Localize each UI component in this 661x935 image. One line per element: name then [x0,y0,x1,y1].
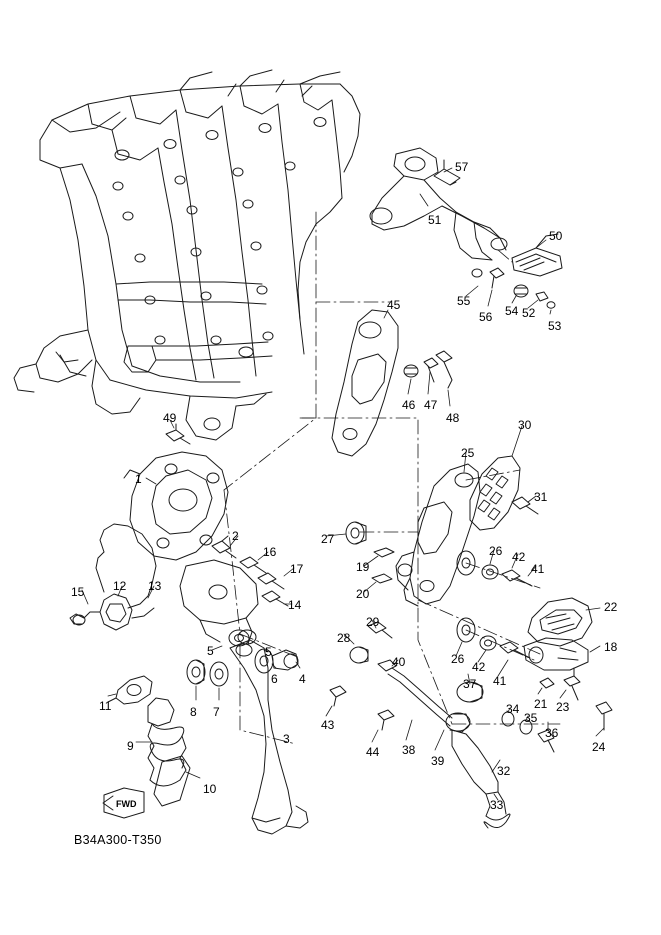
callout-56: 56 [479,310,493,324]
callout-24: 24 [592,740,606,754]
callout-26b: 26 [451,652,465,666]
callout-34: 34 [506,702,520,716]
callout-14: 14 [288,598,302,612]
callout-31: 31 [534,490,548,504]
part-49-bolt [166,424,190,444]
parts-19-20-pins [372,548,394,583]
callout-54: 54 [505,304,519,318]
callout-45: 45 [387,298,401,312]
callout-4: 4 [299,672,306,686]
callout-39: 39 [431,754,445,768]
parts-16-17-bolts [240,557,284,589]
callout-52: 52 [522,306,536,320]
callout-25: 25 [461,446,475,460]
callout-32: 32 [497,764,511,778]
callout-41b: 41 [493,674,507,688]
callout-5a: 5 [207,644,214,658]
callout-20: 20 [356,587,370,601]
parts-4-5-6-pivot [229,630,298,673]
callout-49: 49 [163,411,177,425]
parts-21-23-24 [540,668,612,730]
callout-16: 16 [263,545,277,559]
part-11-lever [108,676,152,704]
fwd-direction-label: FWD [116,799,137,809]
callout-21: 21 [534,697,548,711]
parts-52-56-fasteners [472,268,555,308]
callout-19: 19 [356,560,370,574]
parts-12-15-switch [70,524,156,630]
parts-32-33-brake-pedal [452,730,510,828]
callout-47: 47 [424,398,438,412]
callout-42a: 42 [512,550,526,564]
callout-44: 44 [366,745,380,759]
part-10-rubber-pad [154,756,190,806]
callout-50: 50 [549,229,563,243]
callout-57: 57 [455,160,469,174]
callout-27: 27 [321,532,335,546]
callout-41a: 41 [531,562,545,576]
callout-9: 9 [127,739,134,753]
callout-22: 22 [604,600,618,614]
callout-46: 46 [402,398,416,412]
frame-assembly [14,70,360,440]
callout-3: 3 [283,732,290,746]
callout-28: 28 [337,631,351,645]
callout-7: 7 [213,705,220,719]
callout-15: 15 [71,585,85,599]
callout-leaders [82,168,604,800]
callout-11: 11 [99,699,112,713]
callout-33: 33 [490,798,504,812]
shift-linkage-assembly [330,622,470,732]
part-1-footrest-bracket [124,452,228,560]
part-9-spring [148,698,186,786]
callout-48: 48 [446,411,460,425]
part-13-sidestand-bracket [180,560,258,644]
callout-18: 18 [604,640,618,654]
callout-53: 53 [548,319,562,333]
callout-8: 8 [190,705,197,719]
parts-46-48-fasteners [404,351,452,388]
part-51-shift-rod [370,148,507,260]
parts-7-8-washers [187,660,228,686]
callout-13: 13 [148,579,162,593]
callout-43: 43 [321,718,335,732]
part-27-collar [346,522,366,544]
callout-1: 1 [135,472,142,486]
callout-36: 36 [545,726,559,740]
callout-5b: 5 [265,645,272,659]
callout-29: 29 [366,615,380,629]
callout-26a: 26 [489,544,503,558]
callout-10: 10 [203,782,217,796]
callout-40: 40 [392,655,406,669]
callout-17: 17 [290,562,304,576]
callout-6: 6 [271,672,278,686]
callout-51: 51 [428,213,442,227]
part-25-bracket [396,464,480,606]
callout-2: 2 [232,529,239,543]
part-18-footrest-bar [524,638,588,670]
callout-23: 23 [556,700,570,714]
diagram-part-code: B34A300-T350 [74,833,162,847]
part-45-bracket [332,310,398,456]
callout-12: 12 [113,579,127,593]
callout-55: 55 [457,294,471,308]
callout-37: 37 [463,677,477,691]
callout-35: 35 [524,711,538,725]
callout-38: 38 [402,743,416,757]
part-30-footrest-rubber [470,456,520,530]
callout-30: 30 [518,418,532,432]
callout-42b: 42 [472,660,486,674]
